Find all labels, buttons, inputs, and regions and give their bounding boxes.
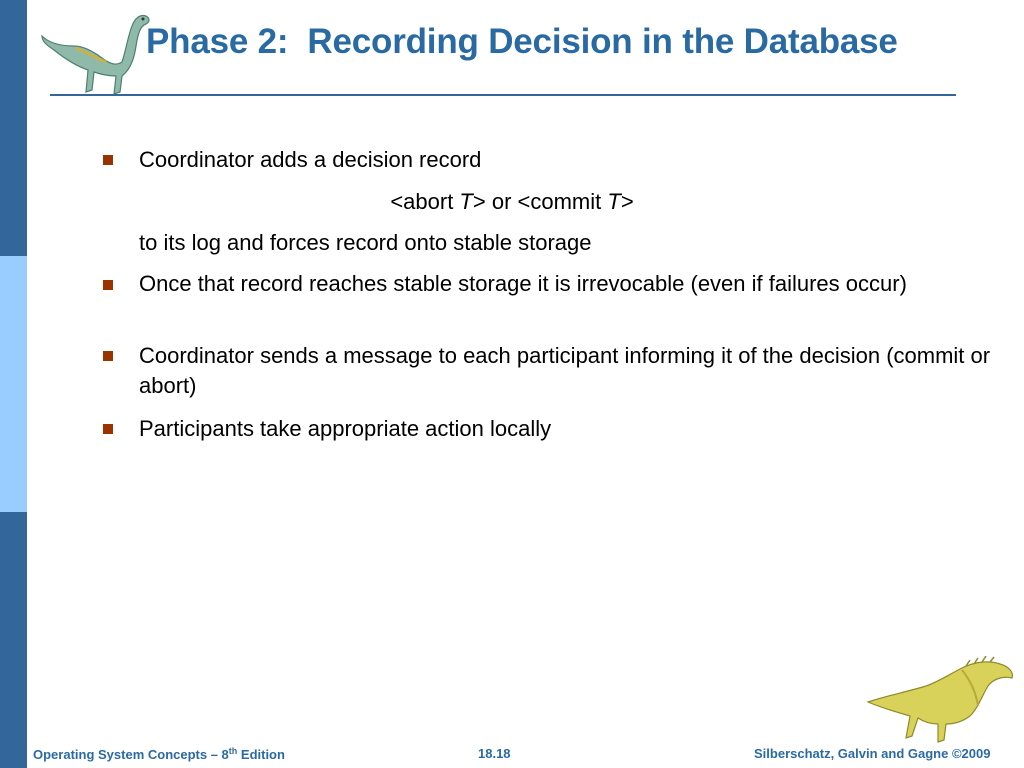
dinosaur-logo-bottom-icon [866, 656, 1016, 744]
title-divider [50, 94, 956, 96]
decision-record-line [0, 187, 1024, 217]
footer-book-suffix: Edition [237, 747, 285, 762]
bullet-text: Coordinator sends a message to each participant informing it of the decision (commit or abort) [139, 343, 991, 398]
left-accent-bar-light-segment [0, 256, 27, 512]
footer-copyright: Silberschatz, Galvin and Gagne ©2009 [754, 746, 991, 761]
bullet-continuation: to its log and forces record onto stable storage [139, 230, 592, 255]
record-end-text: > [620, 189, 634, 214]
record-commit-variable: T [607, 189, 621, 214]
bullet-text: Once that record reaches stable storage it is irrevocable (even if failures occur) [139, 271, 907, 296]
bullet-text: Coordinator adds a decision record [139, 147, 482, 172]
dinosaur-logo-top-icon [36, 6, 154, 98]
bullet-marker [103, 155, 113, 165]
left-accent-bar [0, 0, 27, 768]
footer-page-number: 18.18 [478, 746, 511, 761]
bullet-marker [103, 280, 113, 290]
slide-title: Phase 2: Recording Decision in the Database [146, 22, 898, 61]
footer-book-title [33, 746, 285, 762]
bullet-text: Participants take appropriate action locally [139, 416, 552, 441]
footer-book-prefix: Operating System Concepts – 8 [33, 747, 229, 762]
footer-book-superscript: th [228, 746, 238, 756]
record-middle-text: > or <commit [472, 189, 608, 214]
record-abort-text: <abort [390, 189, 460, 214]
record-abort-variable: T [459, 189, 473, 214]
bullet-marker [103, 351, 113, 361]
bullet-marker [103, 424, 113, 434]
